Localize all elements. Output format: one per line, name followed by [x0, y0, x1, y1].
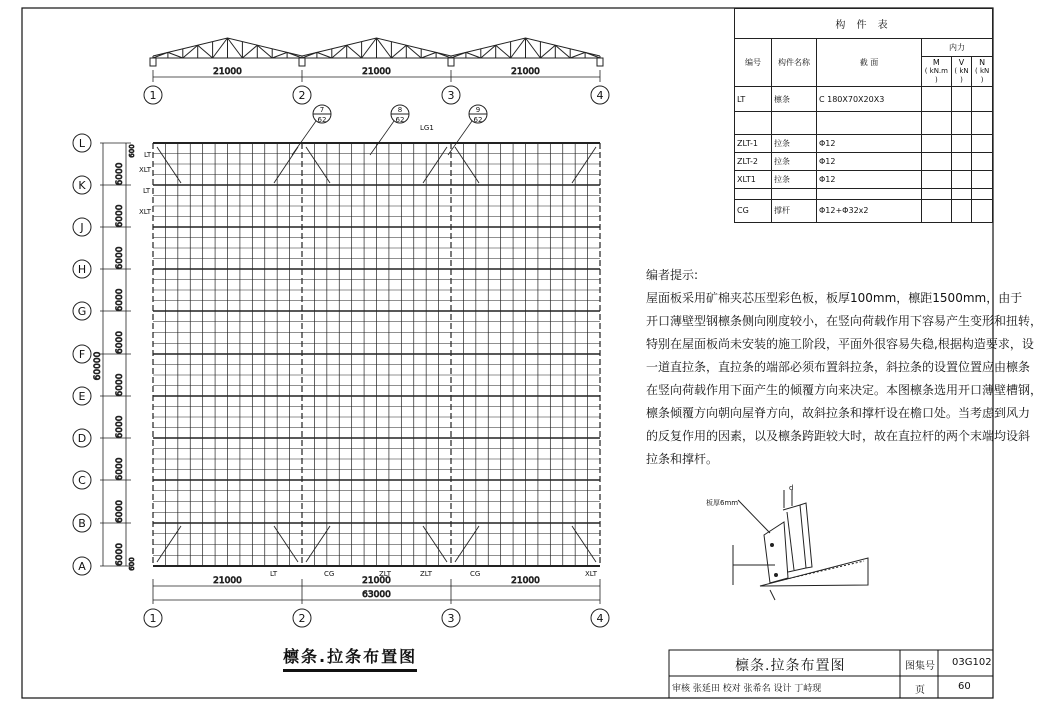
tag-lt: LT	[144, 151, 152, 159]
atlas-no: 03G102	[952, 657, 992, 668]
tag-zlt: ZLT	[379, 570, 392, 578]
axis-label-y: A	[78, 560, 86, 573]
dim-span: 21000	[511, 576, 540, 586]
leader-line	[370, 121, 394, 155]
truss-diagonal	[198, 45, 213, 58]
editor-note-line: 一道直拉条，直拉条的端部必须布置斜拉条，斜拉条的设置位置应由檩条	[646, 360, 1031, 374]
page-number: 60	[958, 681, 971, 692]
dim-bay: 6000	[115, 543, 125, 566]
detail-callout-number: 7	[319, 106, 325, 114]
detail-mark: d	[789, 484, 794, 492]
dim-bay: 6000	[115, 204, 125, 228]
col-internal-force: 内力	[922, 38, 993, 57]
tag-xlt: XLT	[139, 166, 152, 174]
axis-label-x: 4	[596, 89, 604, 102]
detail-plate-label: 板厚6mm	[706, 499, 739, 507]
column-stub	[299, 58, 305, 66]
axis-label-y: E	[78, 390, 86, 403]
diagonal-tie	[274, 526, 298, 562]
col-v: V ( kN )	[951, 57, 972, 87]
axis-label-x: 3	[447, 89, 455, 102]
tag-xlt: XLT	[139, 208, 152, 216]
axis-label-y: K	[78, 179, 86, 192]
dim-edge: 600	[128, 144, 136, 158]
editor-note-line: 的反复作用的因素，以及檩条跨距较大时，故在直拉杆的两个末端均设斜	[646, 429, 1031, 443]
atlas-no-label: 图集号	[905, 661, 935, 672]
tag-lt: LT	[270, 570, 278, 578]
diagonal-tie	[572, 526, 596, 562]
dim-bay: 6000	[115, 162, 125, 186]
tag-xlt: XLT	[585, 570, 598, 578]
truss-diagonal	[242, 45, 257, 58]
axis-label-y: F	[78, 348, 86, 361]
dim-bay: 6000	[115, 373, 125, 397]
tag-cg: CG	[324, 570, 335, 578]
component-table-title: 构 件 表	[735, 9, 993, 39]
dim-span: 21000	[362, 576, 391, 586]
table-row: LT 檩条 C 180X70X20X3	[735, 87, 993, 112]
editor-note-line: 屋面板采用矿棉夹芯压型彩色板，板厚100mm，檩距1500mm，由于	[646, 291, 1023, 305]
diagonal-tie	[157, 147, 181, 183]
col-name: 构件名称	[772, 38, 817, 86]
leader-line	[448, 121, 472, 155]
truss-diagonal	[317, 52, 332, 58]
diagonal-tie	[455, 147, 479, 183]
column-stub	[597, 58, 603, 66]
truss-diagonal	[391, 45, 406, 58]
editor-note-line: 拉条和撑杆。	[646, 452, 719, 466]
col-section: 截 面	[817, 38, 922, 86]
axis-label-y: C	[78, 474, 86, 487]
dim-total-y: 60000	[93, 351, 103, 381]
axis-label-x: 2	[298, 89, 306, 102]
dim-total-x: 63000	[362, 590, 391, 600]
detail-callout-number: 8	[397, 106, 403, 114]
dim-bay: 6000	[115, 415, 125, 439]
axis-label-y: B	[78, 517, 86, 530]
column-stub	[448, 58, 454, 66]
editor-note-line: 开口薄壁型钢檩条侧向刚度较小，在竖向荷载作用下容易产生变形和扭转，	[646, 314, 1042, 328]
truss-diagonal	[570, 52, 585, 58]
tag-lg1: LG1	[420, 124, 434, 132]
dim-bay: 6000	[115, 288, 125, 312]
editor-note	[646, 264, 1042, 471]
detail-callout-number: 9	[475, 106, 481, 114]
detail-callout-page: 62	[395, 116, 405, 124]
axis-label-y: H	[77, 263, 87, 276]
diagonal-tie	[274, 147, 298, 183]
table-row	[735, 112, 993, 135]
dim-span: 21000	[213, 576, 242, 586]
truss-diagonal	[540, 45, 555, 58]
title-block-title: 檩条.拉条布置图	[735, 658, 846, 674]
tag-cg: CG	[470, 570, 481, 578]
dim-span: 21000	[362, 67, 391, 77]
truss-diagonal	[496, 45, 511, 58]
axis-label-x: 1	[149, 89, 157, 102]
table-row: CG 撑杆 Φ12+Φ32x2	[735, 199, 993, 222]
dim-bay: 6000	[115, 331, 125, 354]
table-row	[735, 189, 993, 200]
axis-bubbles	[73, 86, 609, 627]
leader-line	[292, 121, 316, 155]
editor-note-line: 檩条倾覆方向朝向屋脊方向，故斜拉条和撑杆设在檐口处。当考虑到风力	[646, 406, 1031, 420]
axis-label-x: 2	[298, 612, 306, 625]
diagonal-tie	[423, 526, 447, 562]
col-m: M ( kN.m )	[922, 57, 952, 87]
detail-callout-page: 62	[473, 116, 483, 124]
purlin-cleat-detail	[733, 490, 868, 600]
axis-label-y: D	[77, 432, 87, 445]
tag-lt: LT	[143, 187, 151, 195]
component-table	[734, 8, 993, 223]
diagonal-tie	[157, 526, 181, 562]
col-code: 编号	[735, 38, 772, 86]
diagonal-tie	[572, 147, 596, 183]
table-row: ZLT-1 拉条 Φ12	[735, 135, 993, 153]
diagonal-tie	[455, 526, 479, 562]
axis-label-y: G	[77, 305, 87, 318]
dim-bay: 6000	[115, 457, 125, 481]
dim-span: 21000	[511, 67, 540, 77]
col-n: N ( kN )	[972, 57, 993, 87]
diagonal-tie	[306, 526, 330, 562]
truss-diagonal	[272, 52, 287, 58]
axis-label-x: 1	[149, 612, 157, 625]
table-row: ZLT-2 拉条 Φ12	[735, 153, 993, 171]
truss-elevation	[150, 38, 603, 66]
dim-edge: 600	[128, 557, 136, 571]
editor-note-heading: 编者提示:	[646, 268, 699, 282]
dim-span: 21000	[213, 67, 242, 77]
editor-note-line: 在竖向荷载作用下面产生的倾覆方向来决定。本图檩条选用开口薄壁槽钢，	[646, 383, 1042, 397]
truss-diagonal	[421, 52, 436, 58]
axis-label-x: 3	[447, 612, 455, 625]
axis-label-y: J	[80, 221, 84, 234]
page-label: 页	[915, 685, 925, 696]
axis-label-y: L	[78, 137, 86, 150]
axis-label-x: 4	[596, 612, 604, 625]
detail-callout-page: 62	[317, 116, 327, 124]
table-row: XLT1 拉条 Φ12	[735, 171, 993, 189]
signoff-row: 审核 张延田 校对 张希名 设计 丁峙现	[672, 684, 822, 694]
dim-bay: 6000	[115, 246, 125, 270]
truss-diagonal	[347, 45, 362, 58]
truss-diagonal	[168, 52, 183, 58]
dim-bay: 6000	[115, 500, 125, 523]
drawing-title: 檩条.拉条布置图	[283, 644, 417, 672]
diagonal-tie	[306, 147, 330, 183]
editor-note-line: 特别在屋面板尚未安装的施工阶段，平面外很容易失稳,根据构造要求，设	[646, 337, 1034, 351]
column-stub	[150, 58, 156, 66]
tag-zlt: ZLT	[420, 570, 433, 578]
diagonal-tie	[423, 147, 447, 183]
truss-diagonal	[466, 52, 481, 58]
purlin-plan	[153, 143, 600, 566]
